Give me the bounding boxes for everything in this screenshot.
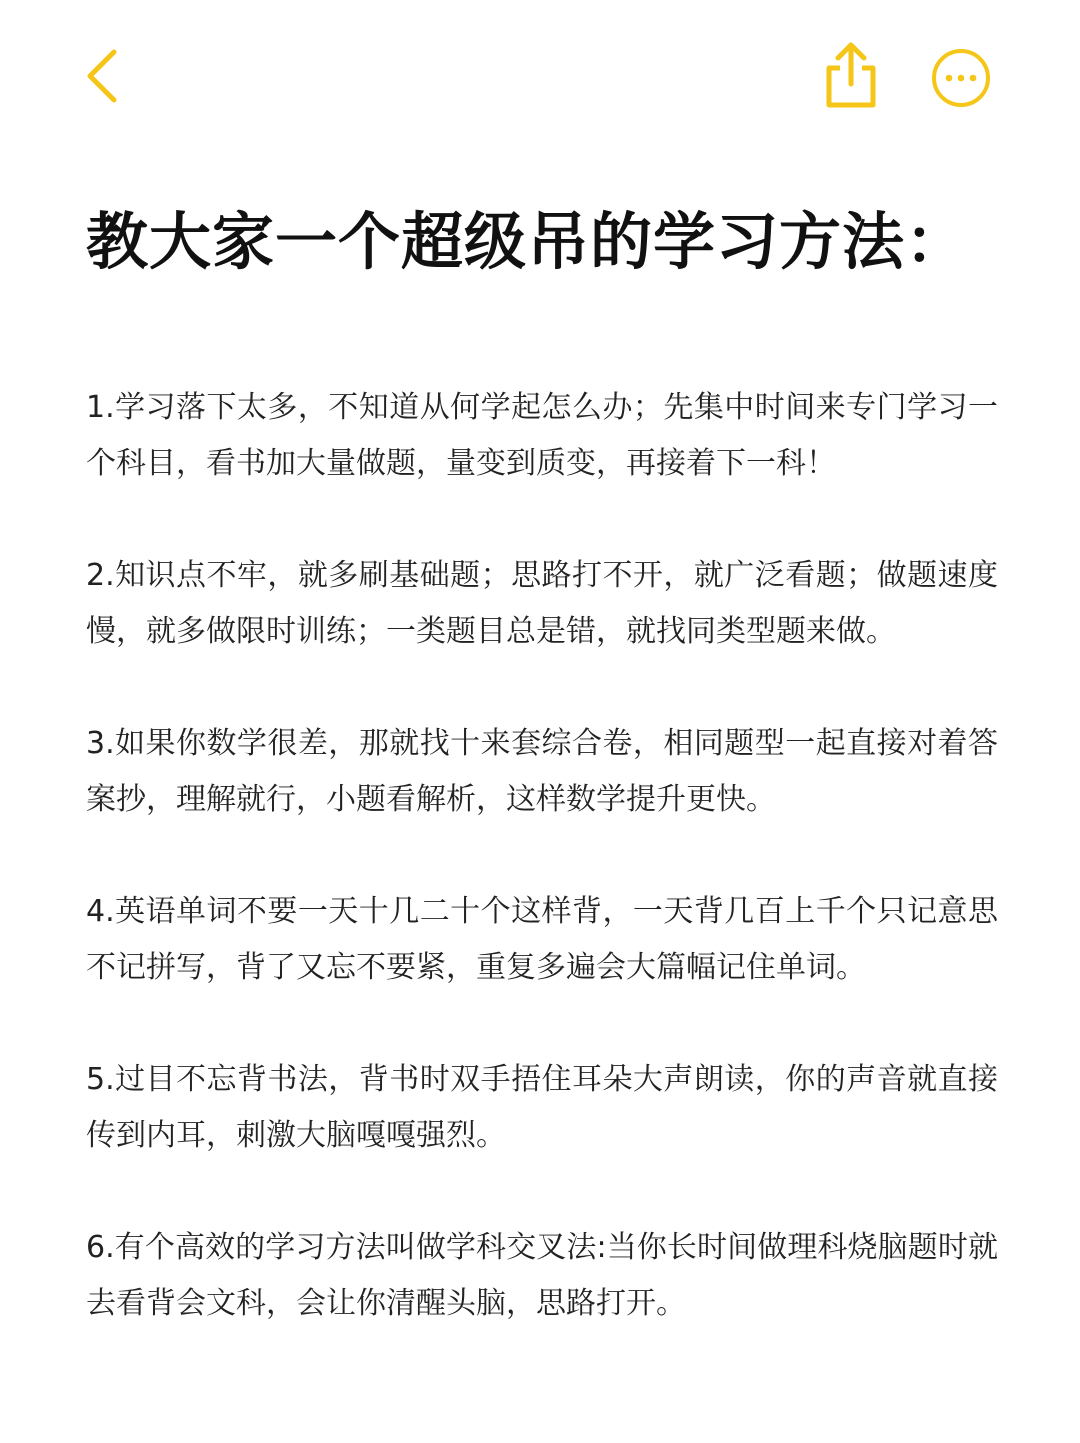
- note-body: [86, 380, 998, 1388]
- share-icon: [818, 40, 884, 110]
- note-paragraph-4: 4.英语单词不要一天十几二十个这样背，一天背几百上千个只记意思不记拼写，背了又忘不要紧，重复多遍会大篇幅记住单词。: [86, 894, 998, 985]
- back-button[interactable]: [78, 44, 138, 108]
- note-paragraph-2: 2.知识点不牢，就多刷基础题；思路打不开，就广泛看题；做题速度慢，就多做限时训练；一类题目总是错，就找同类型题来做。: [86, 558, 998, 649]
- top-toolbar: [0, 0, 1080, 160]
- chevron-left-icon: [78, 44, 138, 108]
- note-paragraph-3: 3.如果你数学很差，那就找十来套综合卷，相同题型一起直接对着答案抄，理解就行，小题看解析，这样数学提升更快。: [86, 726, 998, 817]
- note-title: 教大家一个超级吊的学习方法：: [86, 205, 969, 278]
- more-horizontal-icon: [930, 47, 992, 109]
- more-button[interactable]: [930, 47, 992, 109]
- share-button[interactable]: [818, 40, 884, 110]
- note-paragraph-1: 1.学习落下太多，不知道从何学起怎么办；先集中时间来专门学习一个科目，看书加大量做题，量变到质变，再接着下一科！: [86, 390, 998, 481]
- note-paragraph-6: 6.有个高效的学习方法叫做学科交叉法:当你长时间做理科烧脑题时就去看背会文科，会让你清醒头脑，思路打开。: [86, 1230, 998, 1321]
- note-paragraph-5: 5.过目不忘背书法，背书时双手捂住耳朵大声朗读，你的声音就直接传到内耳，刺激大脑嘎嘎强烈。: [86, 1062, 998, 1153]
